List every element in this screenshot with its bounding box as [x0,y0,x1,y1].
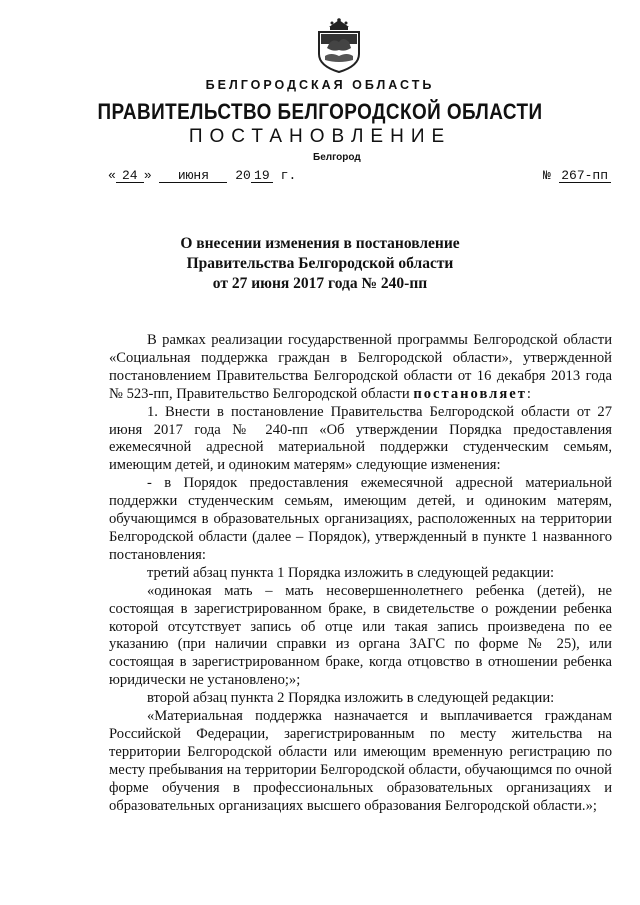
paragraph-preamble [109,332,612,404]
title-line-1: О внесении изменения в постановление [180,235,460,252]
title-line-2: Правительства Белгородской области [186,255,454,272]
date-month: июня [159,169,227,183]
paragraph-item-1: 1. Внести в постановление Правительства Белгородской области от 27 июня 2017 года № 240-пп «Об утверждении Порядка предоставления ежемесячной адресной материальной поддержки студенческим семьям, имеющим детей, и одиноким матерям» следующие изменения: [109,403,612,474]
date-year-prefix: 20 [235,168,251,183]
preamble-end: : [526,385,531,402]
paragraph-third-abzac: третий абзац пункта 1 Порядка изложить в следующей редакции: [147,564,555,581]
document-type: ПОСТАНОВЛЕНИЕ [188,126,452,147]
date-open-quote: « [108,168,116,183]
preamble-text: В рамках реализации государственной программы Белгородской области «Социальная поддержка граждан в Белгородской области», утвержденной постановлением Правительства Белгородской области от 16 декабря 2013 года № 523-пп, Правительство Белгородской области [109,332,612,402]
government-name: ПРАВИТЕЛЬСТВО БЕЛГОРОДСКОЙ ОБЛАСТИ [97,99,543,124]
paragraph-support-conditions: «Материальная поддержка назначается и выплачивается гражданам Российской Федерации, зарегистрированным по месту жительства на территории Белгородской области или имеющим временную регистрацию по месту пребывания на территории Белгородской области, обучающимся по очной форме обучения в профессиональных образовательных организациях и образовательных организациях высшего образования Белгородской области.»; [109,708,612,814]
paragraph-amendment: - в Порядок предоставления ежемесячной адресной материальной поддержки студенческим семьям, имеющим детей, и одиноким матерям, обучающимся в образовательных организациях, расположенных на территории Белгородской области (далее – Порядок), утвержденный в пункте 1 названного постановления: [109,475,612,563]
date-close-quote: » [143,168,152,183]
decree-date [108,168,296,183]
number-label: № [543,168,551,183]
region-name: БЕЛГОРОДСКАЯ ОБЛАСТЬ [205,78,435,92]
document-title [0,234,640,294]
document-body [109,332,612,815]
city-name: Белгород [313,152,361,163]
coat-of-arms-icon [313,14,365,74]
date-year-suffix: 19 [251,169,273,183]
date-day: 24 [116,169,144,183]
date-year-unit: г. [280,168,297,183]
preamble-emphasis: постановляет [413,385,527,402]
number-value: 267-пп [559,169,611,183]
paragraph-single-mother-definition: «одинокая мать – мать несовершеннолетнего ребенка (детей), не состоящая в зарегистрированном браке, в свидетельстве о рождении ребенка которой отсутствует запись об отце или такая запись произведена по ее указанию (при наличии справки из органа ЗАГС по форме № 25), или состоящая в зарегистрированном браке, когда отцовство в отношении ребенка юридически не установлено;»; [109,582,612,689]
title-line-3: от 27 июня 2017 года № 240-пп [212,275,428,292]
decree-number [543,168,611,183]
paragraph-second-abzac: второй абзац пункта 2 Порядка изложить в следующей редакции: [147,690,555,707]
